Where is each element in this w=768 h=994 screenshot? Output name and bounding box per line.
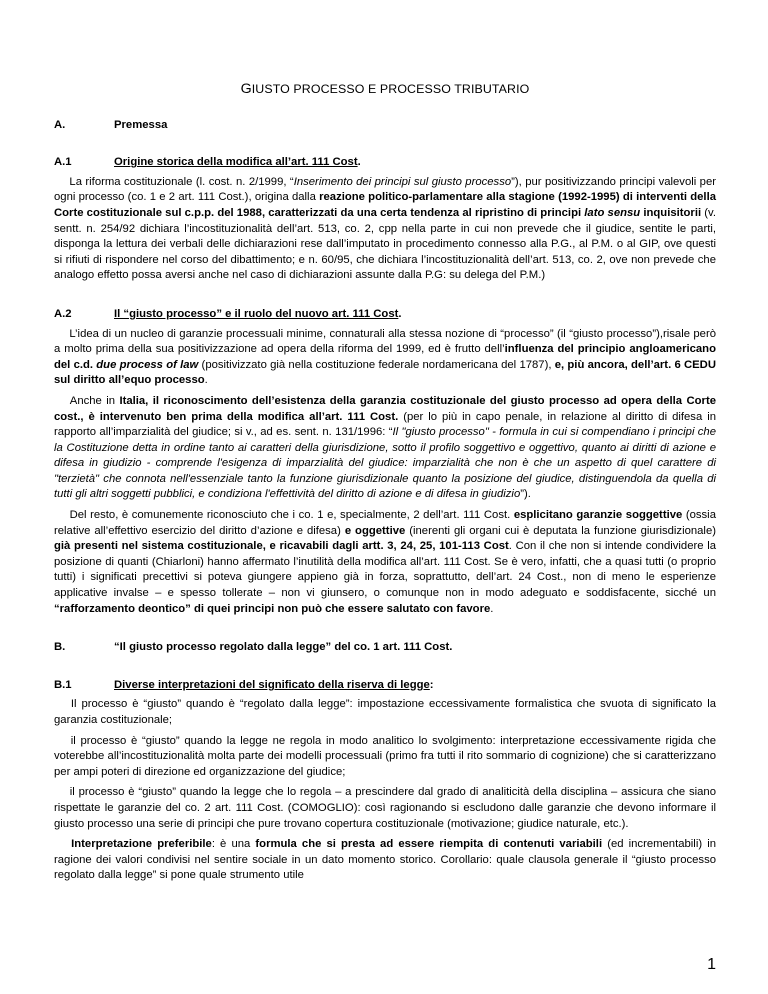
section-heading-a (54, 118, 716, 134)
text-segment: . Con il che non si intende condividere la posizione di quanti (Chiarloni) hanno affermato l’inutilità della modifica all’art. 111 Cost. Se è vero, infatti, che a quasi tutti (o proprio tutti) i significati precettivi si poteva giungere appieno già in forza, soprattutto, dell’art. 24 Cost., non di meno le esperienze applicative invalse – e spesso tollerate – non vi giunsero, o comunque non in modo adeguato e soddisfacente, sicché un (54, 540, 716, 600)
text-segment: formula che si presta ad essere riempita di contenuti variabili (255, 838, 603, 851)
text-segment: Anche in (66, 394, 120, 407)
text-segment: Il "giusto processo" - formula in cui si compendiano i principi che la Costituzione detta in ordine tanto ai caratteri della giurisdizione, sotto il profilo soggettivo e oggettivo, quanto ai diritti di azione e difesa in giudizio - comprende l'esigenza di imparzialità del giudice: imparzialità che non è che un aspetto di quel carattere di "terzietà" che connota nell'essenziale tanto la funzione giurisdizionale quanto la posizione del giudice, distinguendola da quella di tutti gli altri soggetti pubblici, e condiziona l'effettività del diritto di azione e di difesa in giudizio (54, 426, 716, 501)
paragraph (54, 508, 716, 617)
text-segment: influenza del principio angloamericano del c.d. (54, 343, 716, 371)
text-segment: e, più ancora, dell’art. 6 CEDU sul diritto all’equo processo (54, 358, 716, 387)
paragraph (54, 394, 716, 503)
section-number: A. (54, 118, 66, 131)
text-segment: ”). (520, 488, 531, 501)
text-segment: (inerenti gli organi cui è deputata la funzione giurisdizionale) (405, 524, 716, 537)
section-number: B.1 (54, 678, 72, 691)
text-segment: due process of law (96, 358, 199, 371)
text-segment: e oggettive (344, 524, 406, 537)
text-segment: reazione politico-parlamentare alla stagione (1992-1995) di interventi della Corte costituzionale sul c.p.p. del 1988, caratterizzati da una certa tendenza al ripristino di principi (54, 191, 716, 219)
page-title (54, 82, 716, 98)
text-segment: lato sensu (584, 206, 641, 219)
bullet-icon (54, 508, 63, 518)
bullet-icon (54, 697, 63, 707)
text-segment: (positivizzato già nella costituzione federale nordamericana del 1787), (198, 358, 555, 371)
paragraph (54, 734, 716, 781)
section-label: Diverse interpretazioni del significato della riserva di legge (114, 678, 430, 691)
section-heading-b1: B.1 Diverse interpretazioni del significato della riserva di legge: (54, 678, 716, 694)
bullet-icon (54, 837, 63, 847)
page-number: 1 (707, 956, 716, 973)
bullet-icon (54, 734, 63, 744)
bullet-icon (54, 327, 63, 337)
text-segment: (per lo più in capo penale, in relazione al diritto di difesa in rapporto all’imparzialità del giudice; si v., ad es. sent. n. 131/1996: “ (54, 410, 716, 439)
section-label: Il “giusto processo” e il ruolo del nuovo art. 111 Cost (114, 307, 399, 320)
text-segment: inquisitorii (640, 206, 702, 219)
text-segment: La riforma costituzionale (l. cost. n. 2/1999, “ (66, 175, 294, 188)
text-segment: L’idea di un nucleo di garanzie processuali minime, connaturali alla stessa nozione di “processo” (il “giusto processo”),risale però a molto prima della sua positivizzazione ad opera della riforma del 1999, ed è frutto dell’ (54, 327, 716, 356)
text-segment: il processo è “giusto” quando la legge che lo regola – a prescindere dal grado di analiticità della disciplina – assicura che siano rispettate le garanzie del co. 2 art. 111 Cost. (COMOGLIO): così ragionando si escludono dalle garanzie che devono informare il giusto processo una serie di principi che pure trovano copertura costituzionale (motivazione; giudice naturale, etc.). (54, 786, 716, 830)
paragraph (54, 327, 716, 389)
bullet-icon (54, 785, 63, 795)
text-segment: (v. sentt. n. 254/92 dichiara l’incostituzionalità dell’art. 513, co. 2, cpp nella parte in cui non prevede che il giudice, sentite le parti, disponga la lettura dei verbali delle dichiarazioni rese dall’imputato in procedimento connesso alla P.G., al P.M. o al GIP, ove questi si rifiuti di rispondere nel corso del dibattimento; e n. 60/95, che dichiara l’incostituzionalità dell’art. 513, co. 2, ove non prevede che analogo effetto possa aversi anche nel caso di dichiarazioni assunte dalla P.G: su delega del P.M.) (54, 206, 716, 282)
text-segment: il processo è “giusto” quando la legge ne regola in modo analitico lo svolgimento: interpretazione eccessivamente rigida che voterebbe all’incostituzionalità molta parte dei modelli processuali (primo fra tutti il rito sommario di cognizione) che si caratterizzano per ampi poteri di direzione ed organizzazione del giudice; (54, 734, 716, 778)
bullet-icon (54, 394, 63, 404)
text-segment: (ossia relative all’effettivo esercizio del diritto d’azione e difesa) (54, 509, 716, 537)
section-label: Premessa (114, 118, 168, 131)
title-first-letter: G (240, 81, 252, 97)
section-number: A.1 (54, 156, 72, 169)
text-segment: . (204, 374, 208, 387)
text-segment: (ed incrementabili) in ragione dei valori condivisi nel sentire sociale in un dato momento storico. Corollario: quale clausola generale il “giusto processo regolato dalla legge” si pone quale strumento utile (54, 838, 716, 882)
bullet-icon (54, 175, 63, 185)
paragraph (54, 837, 716, 884)
text-segment: già presenti nel sistema costituzionale, e ricavabili dagli artt. 3, 24, 25, 101-113 Cost (54, 540, 509, 553)
paragraph (54, 697, 716, 728)
text-segment: esplicitano garanzie soggettive (513, 509, 683, 522)
text-segment: Del resto, è comunemente riconosciuto che i co. 1 e, specialmente, 2 dell’art. 111 Cost. (66, 509, 514, 522)
section-heading-a1: A.1 Origine storica della modifica all’art. 111 Cost. (54, 155, 716, 171)
text-segment: Il processo è “giusto” quando è “regolato dalla legge”: impostazione eccessivamente formalistica che svuota di significato la garanzia costituzionale; (54, 698, 716, 726)
section-heading-b (54, 640, 716, 656)
section-number: B. (54, 641, 66, 654)
title-rest: IUSTO PROCESSO E PROCESSO TRIBUTARIO (251, 82, 530, 96)
section-number: A.2 (54, 307, 72, 320)
paragraph (54, 785, 716, 832)
text-segment: ”), pur positivizzando principi valevoli per ogni processo (co. 1 e 2 art. 111 Cost.), origina dalla (54, 175, 716, 204)
document-body (54, 82, 716, 889)
text-segment: “rafforzamento deontico” di quei principi non può che essere salutato con favore (54, 602, 491, 615)
text-segment: : è una (211, 838, 256, 851)
section-heading-a2: A.2 Il “giusto processo” e il ruolo del nuovo art. 111 Cost. (54, 307, 716, 323)
text-segment: Interpretazione preferibile (71, 838, 212, 851)
text-segment: Italia, il riconoscimento dell’esistenza della garanzia costituzionale del giusto processo ad opera della Corte cost., è intervenuto ben prima della modifica all’art. 111 Cost. (54, 394, 716, 423)
text-segment: . (490, 602, 494, 615)
paragraph (54, 175, 716, 284)
section-label: Origine storica della modifica all’art. 111 Cost (114, 156, 358, 169)
section-label: “Il giusto processo regolato dalla legge” del co. 1 art. 111 Cost. (114, 641, 453, 654)
text-segment: Inserimento dei principi sul giusto processo (293, 175, 512, 188)
